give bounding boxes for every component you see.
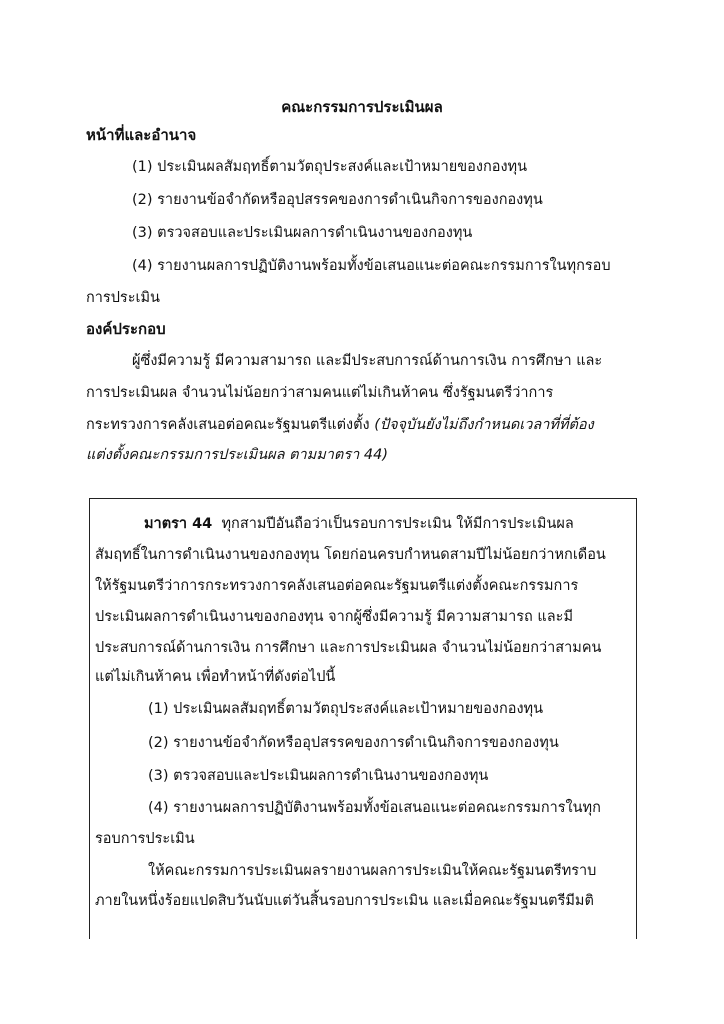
composition-line-2: การประเมินผล จำนวนไม่น้อยกว่าสามคนแต่ไม่เกินห้าคน ซึ่งรัฐมนตรีว่าการ: [86, 385, 554, 401]
composition-note-end: แต่งตั้งคณะกรรมการประเมินผล ตามมาตรา 44): [86, 447, 388, 463]
box-item-4: (4) รายงานผลการปฏิบัติงานพร้อมทั้งข้อเสนอแนะต่อคณะกรรมการในทุก: [148, 800, 601, 816]
box-item-1: (1) ประเมินผลสัมฤทธิ์ตามวัตถุประสงค์และเป้าหมายของกองทุน: [148, 701, 544, 717]
box-line-1-text: ทุกสามปีอันถือว่าเป็นรอบการประเมิน ให้มีการประเมินผล: [221, 516, 574, 532]
box-item-4-continuation: รอบการประเมิน: [95, 831, 195, 847]
box-line-1: [144, 513, 574, 535]
box-line-6: แต่ไม่เกินห้าคน เพื่อทำหน้าที่ดังต่อไปนี้: [95, 669, 336, 685]
box-line-5: ประสบการณ์ด้านการเงิน การศึกษา และการประเมินผล จำนวนไม่น้อยกว่าสามคน: [95, 640, 602, 656]
composition-note-start: (ปัจจุบันยังไม่ถึงกำหนดเวลาที่ที่ต้อง: [374, 417, 594, 433]
box-para2-line-2: ภายในหนึ่งร้อยแปดสิบวันนับแต่วันสิ้นรอบการประเมิน และเมื่อคณะรัฐมนตรีมีมติ: [95, 893, 594, 909]
heading-duties: หน้าที่และอำนาจ: [86, 126, 197, 144]
box-item-2: (2) รายงานข้อจำกัดหรืออุปสรรคของการดำเนินกิจการของกองทุน: [148, 735, 559, 751]
box-para2-line-1: ให้คณะกรรมการประเมินผลรายงานผลการประเมินให้คณะรัฐมนตรีทราบ: [148, 863, 597, 879]
duty-item-3: (3) ตรวจสอบและประเมินผลการดำเนินงานของกองทุน: [132, 225, 473, 241]
composition-line-3: [86, 414, 594, 436]
heading-composition: องค์ประกอบ: [86, 320, 166, 338]
composition-line-3-text: กระทรวงการคลังเสนอต่อคณะรัฐมนตรีแต่งตั้ง: [86, 417, 375, 433]
box-line-4: ประเมินผลการดำเนินงานของกองทุน จากผู้ซึ่งมีความรู้ มีความสามารถ และมี: [95, 609, 573, 625]
page-title: คณะกรรมการประเมินผล: [281, 98, 443, 116]
box-item-3: (3) ตรวจสอบและประเมินผลการดำเนินงานของกองทุน: [148, 768, 489, 784]
box-line-2: สัมฤทธิ์ในการดำเนินงานของกองทุน โดยก่อนครบกำหนดสามปีไม่น้อยกว่าหกเดือน: [95, 547, 606, 563]
duty-item-2: (2) รายงานข้อจำกัดหรืออุปสรรคของการดำเนินกิจการของกองทุน: [132, 192, 543, 208]
duty-item-4-continuation: การประเมิน: [86, 290, 160, 306]
box-line-3: ให้รัฐมนตรีว่าการกระทรวงการคลังเสนอต่อคณะรัฐมนตรีแต่งตั้งคณะกรรมการ: [95, 578, 579, 594]
duty-item-4: (4) รายงานผลการปฏิบัติงานพร้อมทั้งข้อเสนอแนะต่อคณะกรรมการในทุกรอบ: [132, 258, 611, 274]
duty-item-1: (1) ประเมินผลสัมฤทธิ์ตามวัตถุประสงค์และเป้าหมายของกองทุน: [132, 159, 528, 175]
section-44-label: มาตรา 44: [144, 516, 213, 532]
composition-line-1: ผู้ซึ่งมีความรู้ มีความสามารถ และมีประสบการณ์ด้านการเงิน การศึกษา และ: [132, 353, 603, 369]
